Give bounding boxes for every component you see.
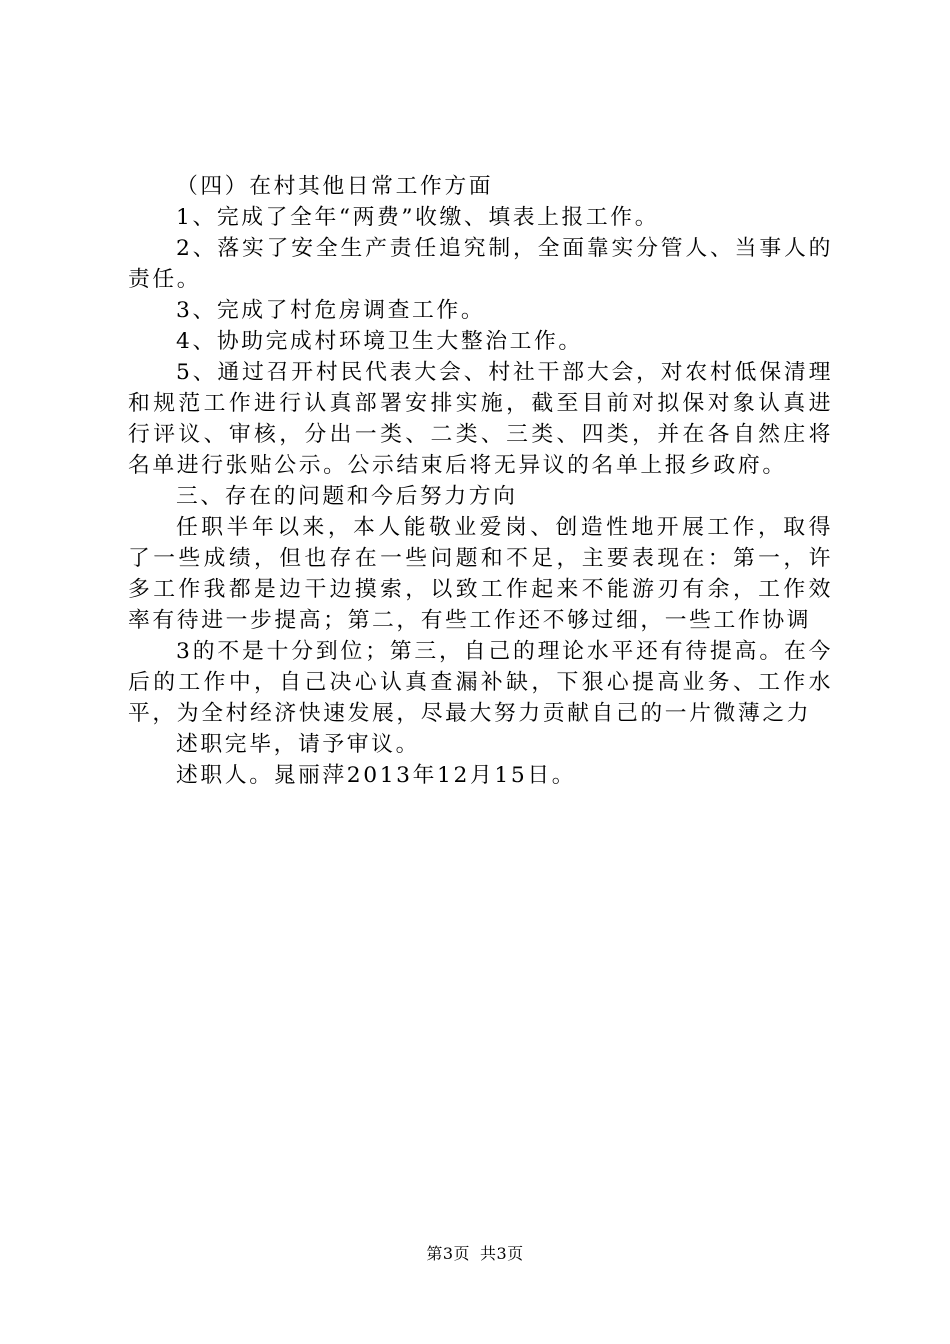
paragraph-section-three-heading: 三、存在的问题和今后努力方向: [176, 484, 518, 509]
page-footer: [0, 1244, 950, 1264]
paragraph-item-1: 1、完成了全年“两费”收缴、填表上报工作。: [176, 205, 660, 230]
paragraph-conclusion: 述职完毕，请予审议。: [176, 732, 420, 757]
paragraph-problems-continued: 3的不是十分到位；第三，自己的理论水平还有待提高。在今后的工作中，自己决心认真查漏补缺，下狠心提高业务、工作水平，为全村经济快速发展，尽最大努力贡献自己的一片微薄之力: [128, 639, 833, 726]
paragraph-item-4: 4、协助完成村环境卫生大整治工作。: [176, 329, 583, 354]
paragraph-item-2: 2、落实了安全生产责任追究制，全面靠实分管人、当事人的责任。: [128, 236, 833, 292]
paragraph-item-3: 3、完成了村危房调查工作。: [176, 298, 486, 323]
paragraph-problems: 任职半年以来，本人能敬业爱岗、创造性地开展工作，取得了一些成绩，但也存在一些问题和不足，主要表现在：第一，许多工作我都是边干边摸索，以致工作起来不能游刃有余，工作效率有待进一步提高；第二，有些工作还不够过细，一些工作协调: [128, 515, 833, 633]
document-body: [128, 171, 833, 791]
page-number-total: 共3页: [480, 1244, 524, 1263]
paragraph-item-5: 5、通过召开村民代表大会、村社干部大会，对农村低保清理和规范工作进行认真部署安排实施，截至目前对拟保对象认真进行评议、审核，分出一类、二类、三类、四类，并在各自然庄将名单进行张贴公示。公示结束后将无异议的名单上报乡政府。: [128, 360, 833, 478]
page-number-current: 第3页: [426, 1244, 470, 1263]
paragraph-signature: 述职人。晁丽萍2013年12月15日。: [176, 763, 577, 788]
paragraph-section-four-heading: （四）在村其他日常工作方面: [176, 174, 494, 199]
